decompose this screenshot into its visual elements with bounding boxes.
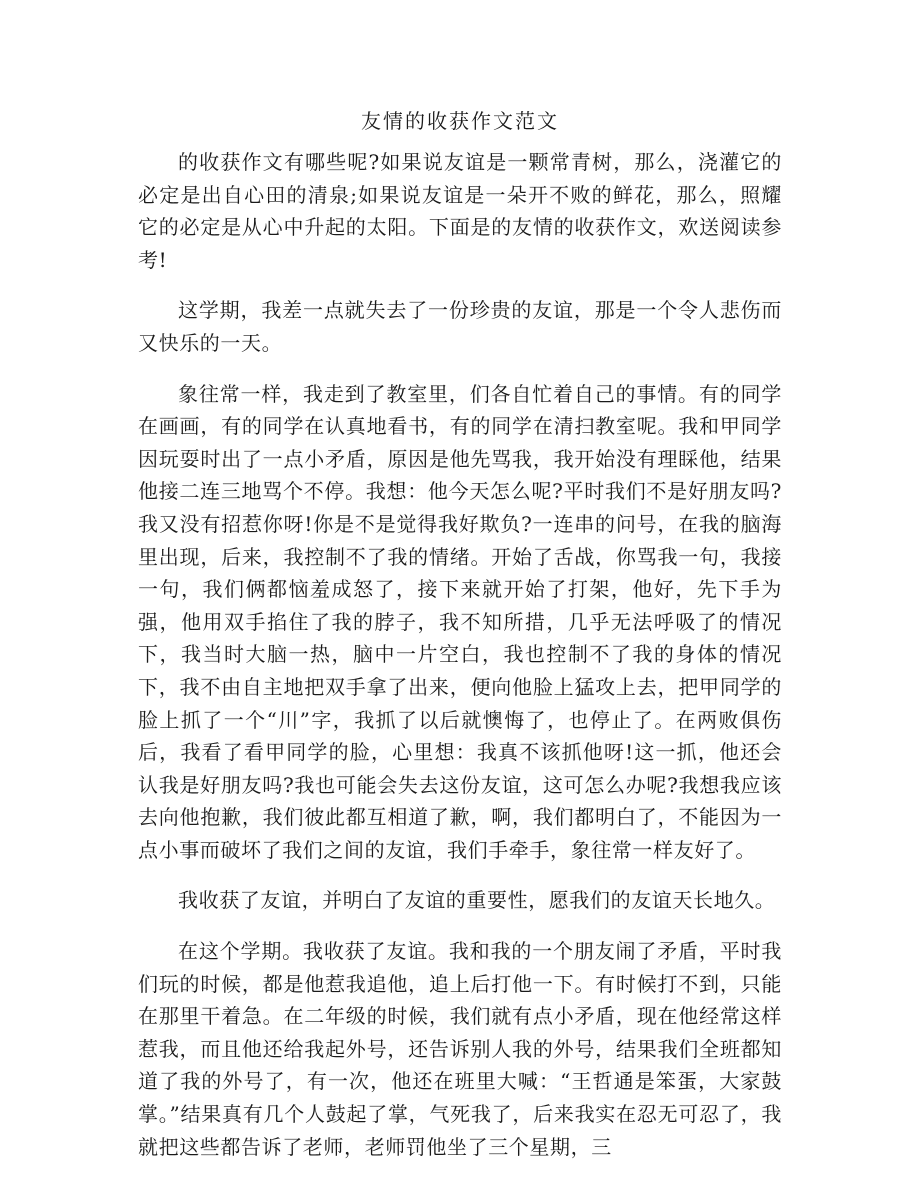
paragraph-2: 这学期，我差一点就失去了一份珍贵的友谊，那是一个令人悲伤而又快乐的一天。 xyxy=(138,298,782,355)
page-title: 友情的收获作文范文 xyxy=(361,109,559,133)
paragraph-intro: 的收获作文有哪些呢?如果说友谊是一颗常青树，那么，浇灌它的必定是出自心田的清泉;如果说友谊是一朵开不败的鲜花，那么，照耀它的必定是从心中升起的太阳。下面是的友情的收获作文，欢送阅读参考! xyxy=(138,150,782,272)
document-body xyxy=(138,146,782,1181)
paragraph-5: 在这个学期。我收获了友谊。我和我的一个朋友闹了矛盾，平时我们玩的时候，都是他惹我追他，追上后打他一下。有时候打不到，只能在那里干着急。在二年级的时候，我们就有点小矛盾，现在他经常这样惹我，而且他还给我起外号，还告诉别人我的外号，结果我们全班都知道了我的外号了，有一次，他还在班里大喊：“王哲通是笨蛋，大家鼓掌。”结果真有几个人鼓起了掌，气死我了，后来我实在忍无可忍了，我就把这些都告诉了老师，老师罚他坐了三个星期，三 xyxy=(138,939,782,1159)
paragraph-3: 象往常一样，我走到了教室里，们各自忙着自己的事情。有的同学在画画，有的同学在认真地看书，有的同学在清扫教室呢。我和甲同学因玩耍时出了一点小矛盾，原因是他先骂我，我开始没有理睬他，结果他接二连三地骂个不停。我想：他今天怎么呢?平时我们不是好朋友吗?我又没有招惹你呀!你是不是觉得我好欺负?一连串的问号，在我的脑海里出现，后来，我控制不了我的情绪。开始了舌战，你骂我一句，我接一句，我们俩都恼羞成怒了，接下来就开始了打架，他好，先下手为强，他用双手掐住了我的脖子，我不知所措，几乎无法呼吸了的情况下，我当时大脑一热，脑中一片空白，我也控制不了我的身体的情况下，我不由自主地把双手拿了出来，便向他脸上猛攻上去，把甲同学的脸上抓了一个“川”字，我抓了以后就懊悔了，也停止了。在两败俱伤后，我看了看甲同学的脸，心里想：我真不该抓他呀!这一抓，他还会认我是好朋友吗?我也可能会失去这份友谊，这可怎么办呢?我想我应该去向他抱歉，我们彼此都互相道了歉，啊，我们都明白了，不能因为一点小事而破坏了我们之间的友谊，我们手牵手，象往常一样友好了。 xyxy=(138,381,782,862)
paragraph-4: 我收获了友谊，并明白了友谊的重要性，愿我们的友谊天长地久。 xyxy=(178,888,776,913)
